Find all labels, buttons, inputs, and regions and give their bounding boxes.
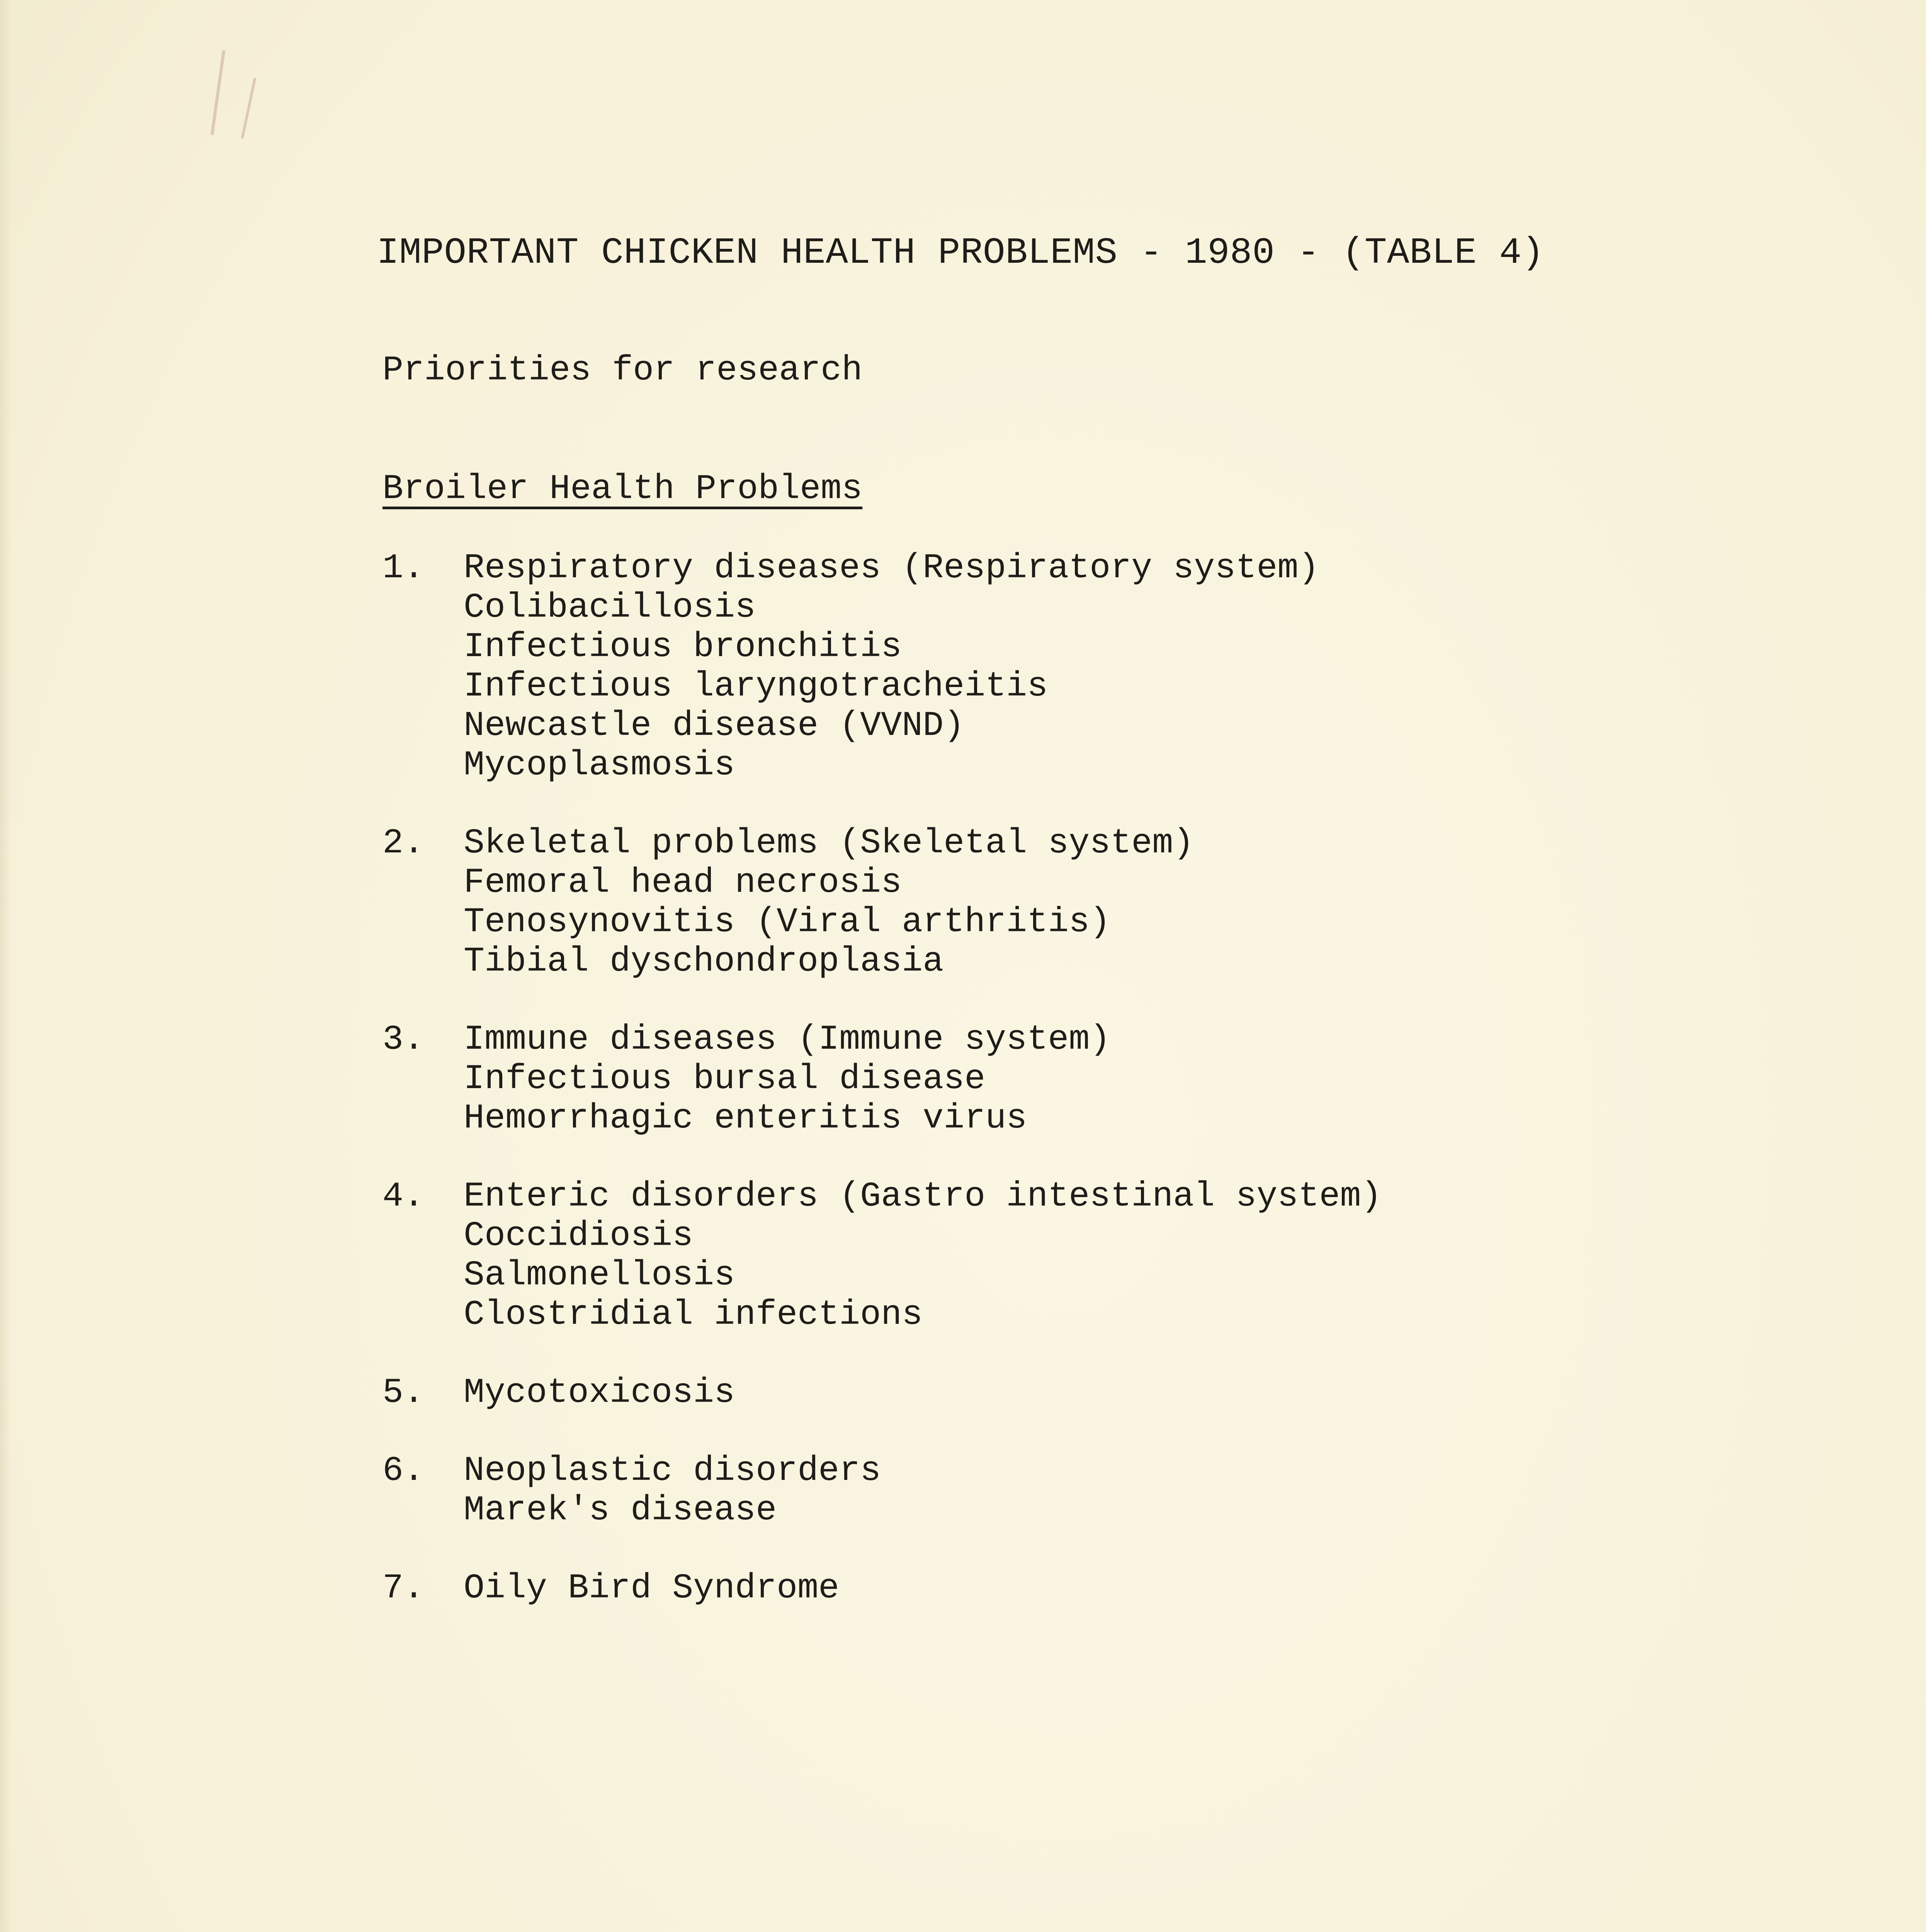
item-subentry: Clostridial infections — [464, 1295, 923, 1335]
item-subentry: Tibial dyschondroplasia — [464, 942, 944, 981]
list-item — [382, 1569, 1773, 1608]
section-heading: Broiler Health Problems — [382, 469, 863, 509]
item-subentry: Tenosynovitis (Viral arthritis) — [464, 903, 1111, 942]
list-item — [382, 1020, 1773, 1138]
page-subtitle: Priorities for research — [382, 351, 863, 390]
item-subentry: Infectious bursal disease — [464, 1060, 986, 1099]
item-heading: Skeletal problems (Skeletal system) — [464, 824, 1194, 863]
list-item — [382, 1373, 1773, 1413]
page-title: IMPORTANT CHICKEN HEALTH PROBLEMS - 1980 - (TABLE 4) — [377, 232, 1544, 274]
item-subentry: Mycoplasmosis — [464, 746, 735, 785]
margin-mark — [211, 51, 226, 135]
item-subentry: Femoral head necrosis — [464, 863, 902, 903]
item-number: 7. — [382, 1569, 425, 1608]
list-item — [382, 549, 1773, 785]
item-subentry: Infectious laryngotracheitis — [464, 667, 1048, 706]
item-subentry: Salmonellosis — [464, 1256, 735, 1295]
item-number: 1. — [382, 549, 425, 588]
list-item — [382, 1451, 1773, 1530]
item-number: 6. — [382, 1451, 425, 1491]
item-subentry: Infectious bronchitis — [464, 628, 902, 667]
page-edge-shadow — [0, 0, 12, 1932]
item-number: 2. — [382, 824, 425, 863]
item-heading: Mycotoxicosis — [464, 1373, 735, 1413]
item-heading: Neoplastic disorders — [464, 1451, 881, 1491]
item-subentry: Newcastle disease (VVND) — [464, 706, 965, 746]
item-heading: Respiratory diseases (Respiratory system) — [464, 549, 1319, 588]
list-item — [382, 1177, 1773, 1335]
item-number: 5. — [382, 1373, 425, 1413]
item-subentry: Coccidiosis — [464, 1216, 694, 1256]
item-heading: Enteric disorders (Gastro intestinal system) — [464, 1177, 1382, 1216]
item-heading: Immune diseases (Immune system) — [464, 1020, 1111, 1060]
item-subentry: Colibacillosis — [464, 588, 756, 628]
item-subentry: Marek's disease — [464, 1491, 777, 1530]
list-item — [382, 824, 1773, 981]
priority-list — [382, 549, 1773, 1647]
item-number: 4. — [382, 1177, 425, 1216]
item-subentry: Hemorrhagic enteritis virus — [464, 1099, 1027, 1138]
margin-mark — [241, 78, 256, 139]
item-heading: Oily Bird Syndrome — [464, 1569, 840, 1608]
item-number: 3. — [382, 1020, 425, 1060]
